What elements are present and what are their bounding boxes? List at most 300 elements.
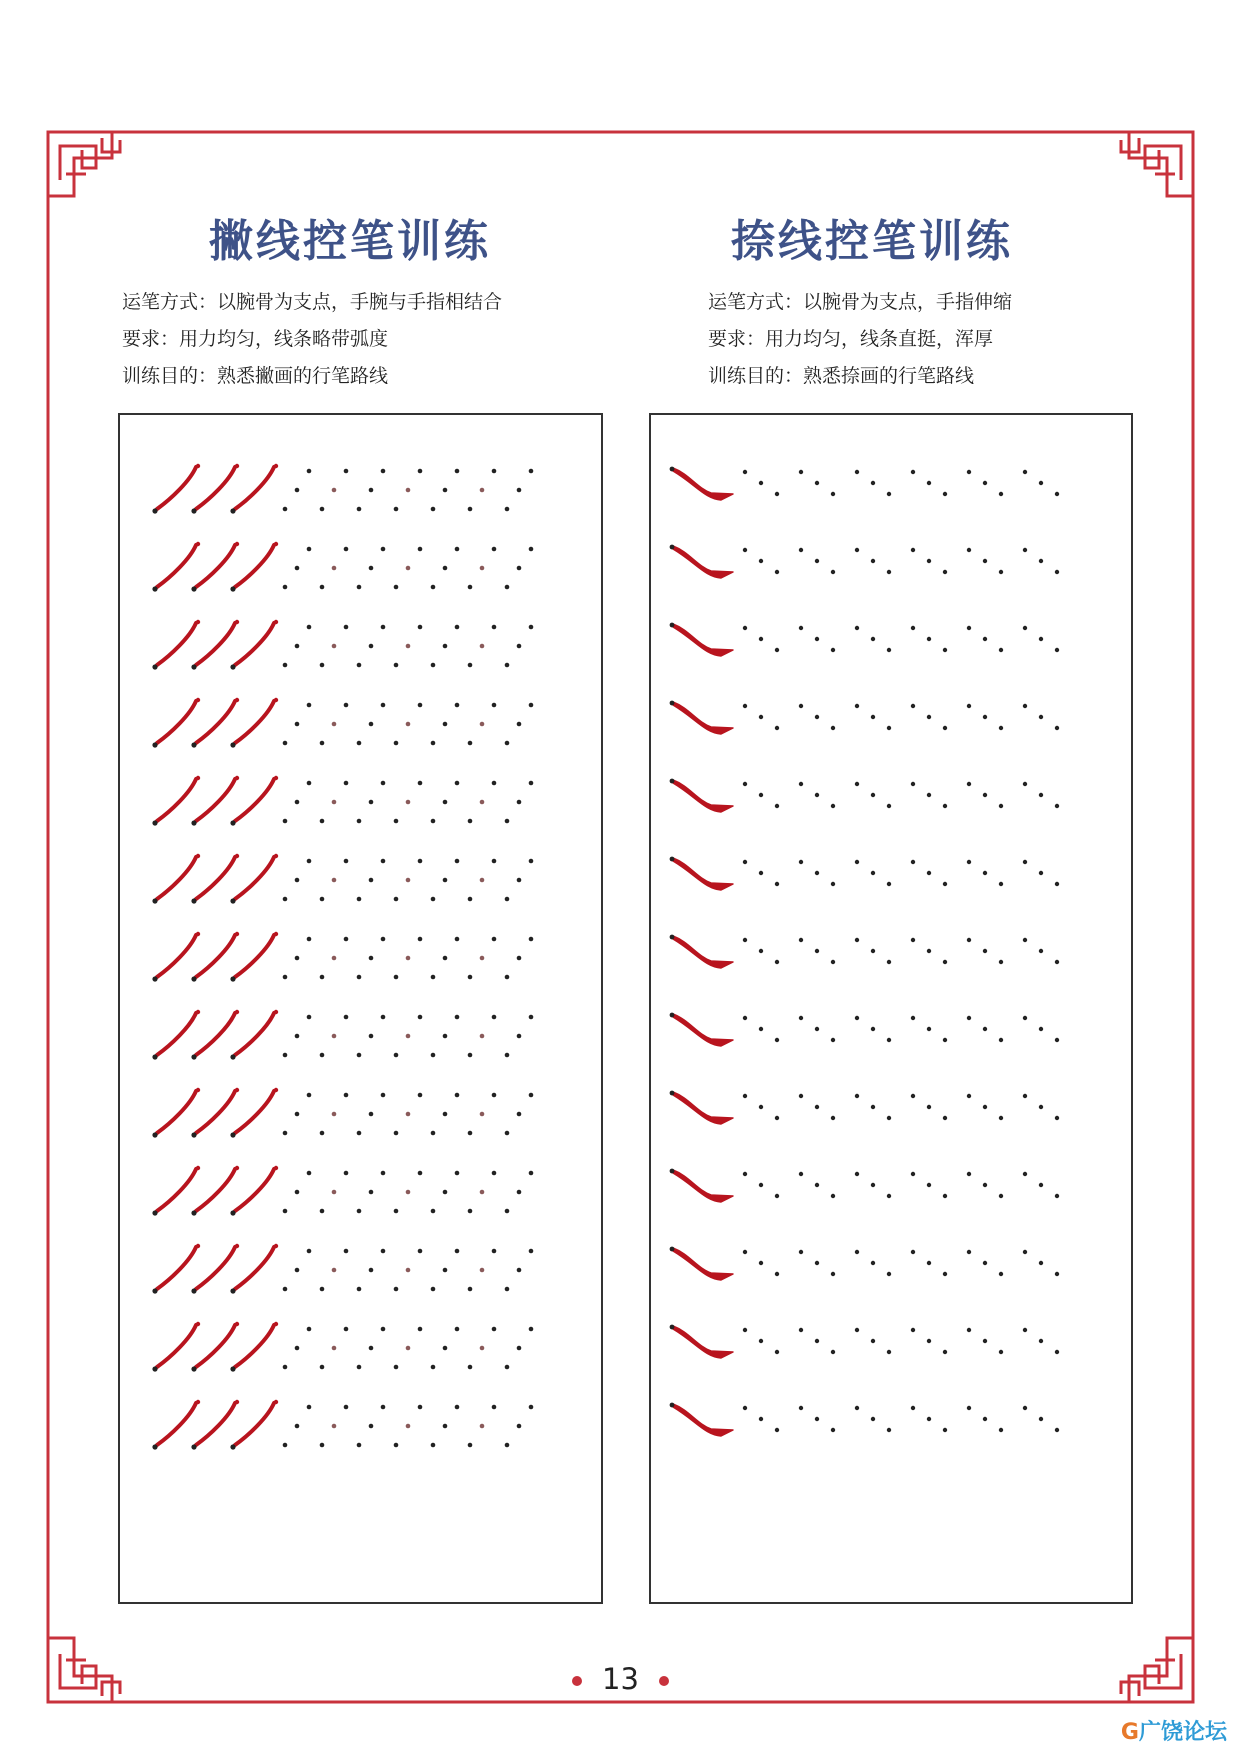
- tracing-dot: [406, 1034, 411, 1039]
- tracing-dot: [517, 488, 522, 493]
- tracing-dot: [855, 470, 859, 474]
- stroke-end-dot: [152, 1444, 157, 1449]
- tracing-dot: [529, 547, 534, 552]
- tracing-dot: [759, 559, 763, 563]
- tracing-dot: [799, 860, 803, 864]
- tracing-dot: [320, 741, 325, 746]
- tracing-dot: [1039, 559, 1043, 563]
- left-title: 撇线控笔训练: [209, 216, 491, 267]
- tracing-dot: [943, 1038, 947, 1042]
- tracing-dot: [887, 648, 891, 652]
- tracing-dot: [332, 722, 337, 727]
- tracing-dot: [743, 1016, 747, 1020]
- tracing-dot: [418, 625, 423, 630]
- tracing-dot: [455, 859, 460, 864]
- watermark-logo-icon: G: [1120, 1720, 1139, 1745]
- pie-stroke-example: [157, 935, 196, 977]
- tracing-dot: [307, 1327, 312, 1332]
- left-goal: 训练目的：熟悉撇画的行笔路线: [122, 365, 389, 387]
- pie-stroke-example: [235, 1403, 274, 1445]
- stroke-end-dot: [230, 1210, 235, 1215]
- tracing-dot: [967, 1094, 971, 1098]
- tracing-dot: [431, 975, 436, 980]
- tracing-dot: [759, 715, 763, 719]
- pie-stroke-example: [157, 857, 196, 899]
- tracing-dot: [1055, 1194, 1059, 1198]
- pie-stroke-example: [196, 857, 235, 899]
- tracing-dot: [943, 1350, 947, 1354]
- tracing-dot: [381, 1015, 386, 1020]
- tracing-dot: [759, 637, 763, 641]
- stroke-start-dot: [196, 932, 200, 936]
- tracing-dot: [283, 663, 288, 668]
- tracing-dot: [468, 585, 473, 590]
- tracing-dot: [332, 1112, 337, 1117]
- tracing-dot: [307, 1249, 312, 1254]
- na-stroke-example: [673, 1248, 733, 1280]
- tracing-dot: [967, 782, 971, 786]
- tracing-dot: [887, 570, 891, 574]
- tracing-dot: [431, 819, 436, 824]
- stroke-end-dot: [152, 664, 157, 669]
- tracing-dot: [1055, 1272, 1059, 1276]
- tracing-dot: [759, 1417, 763, 1421]
- tracing-dot: [855, 704, 859, 708]
- tracing-dot: [443, 1424, 448, 1429]
- pie-stroke-example: [235, 1325, 274, 1367]
- tracing-dot: [983, 793, 987, 797]
- tracing-dot: [307, 1093, 312, 1098]
- na-stroke-example: [673, 1092, 733, 1124]
- site-watermark: [1121, 1715, 1227, 1746]
- tracing-dot: [431, 1053, 436, 1058]
- tracing-dot: [480, 1034, 485, 1039]
- tracing-dot: [369, 800, 374, 805]
- tracing-dot: [369, 956, 374, 961]
- tracing-dot: [911, 548, 915, 552]
- tracing-dot: [307, 1171, 312, 1176]
- stroke-end-dot: [191, 898, 196, 903]
- tracing-dot: [775, 1194, 779, 1198]
- tracing-dot: [887, 1038, 891, 1042]
- tracing-dot: [369, 1190, 374, 1195]
- tracing-dot: [381, 1327, 386, 1332]
- tracing-dot: [295, 1190, 300, 1195]
- tracing-dot: [887, 1194, 891, 1198]
- tracing-dot: [332, 1190, 337, 1195]
- tracing-dot: [480, 1424, 485, 1429]
- tracing-dot: [759, 1339, 763, 1343]
- tracing-dot: [983, 1183, 987, 1187]
- tracing-dot: [999, 960, 1003, 964]
- tracing-dot: [307, 859, 312, 864]
- pie-stroke-example: [196, 701, 235, 743]
- stroke-start-dot: [274, 698, 278, 702]
- tracing-dot: [357, 585, 362, 590]
- tracing-dot: [871, 559, 875, 563]
- stroke-start-dot: [274, 1400, 278, 1404]
- tracing-dot: [505, 1443, 510, 1448]
- stroke-start-dot: [670, 1091, 675, 1096]
- tracing-dot: [871, 1027, 875, 1031]
- tracing-dot: [1039, 1339, 1043, 1343]
- stroke-end-dot: [191, 742, 196, 747]
- tracing-dot: [394, 585, 399, 590]
- tracing-dot: [517, 956, 522, 961]
- tracing-dot: [943, 648, 947, 652]
- tracing-dot: [943, 570, 947, 574]
- tracing-dot: [418, 1405, 423, 1410]
- tracing-dot: [911, 860, 915, 864]
- stroke-start-dot: [670, 545, 675, 550]
- stroke-start-dot: [235, 854, 239, 858]
- left-practice-panel: [118, 413, 603, 1604]
- pie-stroke-example: [235, 467, 274, 509]
- stroke-start-dot: [235, 1400, 239, 1404]
- tracing-dot: [332, 1346, 337, 1351]
- tracing-dot: [357, 1053, 362, 1058]
- tracing-dot: [406, 1268, 411, 1273]
- tracing-dot: [967, 1250, 971, 1254]
- tracing-dot: [283, 897, 288, 902]
- tracing-dot: [815, 637, 819, 641]
- tracing-dot: [443, 1346, 448, 1351]
- tracing-dot: [799, 1328, 803, 1332]
- tracing-dot: [517, 1346, 522, 1351]
- pie-stroke-example: [157, 623, 196, 665]
- watermark-text: 广饶论坛: [1138, 1720, 1227, 1745]
- tracing-dot: [775, 1116, 779, 1120]
- tracing-dot: [492, 469, 497, 474]
- tracing-dot: [394, 1053, 399, 1058]
- tracing-dot: [815, 1417, 819, 1421]
- tracing-dot: [1055, 492, 1059, 496]
- tracing-dot: [418, 1327, 423, 1332]
- tracing-dot: [1039, 637, 1043, 641]
- tracing-dot: [775, 1272, 779, 1276]
- tracing-dot: [775, 1428, 779, 1432]
- tracing-dot: [927, 793, 931, 797]
- page-number-text: 13: [602, 1662, 639, 1696]
- tracing-dot: [492, 781, 497, 786]
- tracing-dot: [320, 1365, 325, 1370]
- tracing-dot: [529, 703, 534, 708]
- tracing-dot: [887, 1428, 891, 1432]
- tracing-dot: [418, 547, 423, 552]
- tracing-dot: [815, 1183, 819, 1187]
- tracing-dot: [283, 819, 288, 824]
- tracing-dot: [1055, 570, 1059, 574]
- tracing-dot: [927, 1417, 931, 1421]
- tracing-dot: [743, 626, 747, 630]
- tracing-dot: [505, 663, 510, 668]
- tracing-dot: [344, 1093, 349, 1098]
- tracing-dot: [1023, 704, 1027, 708]
- tracing-dot: [1055, 1428, 1059, 1432]
- tracing-dot: [1023, 548, 1027, 552]
- stroke-start-dot: [274, 1088, 278, 1092]
- tracing-dot: [967, 938, 971, 942]
- tracing-dot: [1055, 804, 1059, 808]
- tracing-dot: [418, 937, 423, 942]
- pie-stroke-example: [196, 545, 235, 587]
- tracing-dot: [855, 1328, 859, 1332]
- stroke-end-dot: [230, 1444, 235, 1449]
- tracing-dot: [468, 507, 473, 512]
- tracing-dot: [443, 722, 448, 727]
- tracing-dot: [911, 1016, 915, 1020]
- tracing-dot: [344, 625, 349, 630]
- tracing-dot: [480, 800, 485, 805]
- tracing-dot: [999, 726, 1003, 730]
- tracing-dot: [1023, 1172, 1027, 1176]
- tracing-dot: [855, 1172, 859, 1176]
- stroke-start-dot: [670, 1169, 675, 1174]
- tracing-dot: [320, 897, 325, 902]
- tracing-dot: [517, 1112, 522, 1117]
- tracing-dot: [307, 625, 312, 630]
- tracing-dot: [394, 1131, 399, 1136]
- pie-stroke-example: [157, 701, 196, 743]
- tracing-dot: [406, 722, 411, 727]
- tracing-dot: [799, 1016, 803, 1020]
- tracing-dot: [1039, 1027, 1043, 1031]
- tracing-dot: [831, 804, 835, 808]
- stroke-start-dot: [274, 854, 278, 858]
- tracing-dot: [332, 1424, 337, 1429]
- tracing-dot: [743, 548, 747, 552]
- pie-stroke-example: [157, 1013, 196, 1055]
- tracing-dot: [455, 1171, 460, 1176]
- tracing-dot: [480, 488, 485, 493]
- tracing-dot: [943, 804, 947, 808]
- tracing-dot: [455, 1093, 460, 1098]
- stroke-start-dot: [235, 542, 239, 546]
- tracing-dot: [295, 722, 300, 727]
- tracing-dot: [480, 1268, 485, 1273]
- tracing-dot: [394, 663, 399, 668]
- pie-stroke-example: [196, 1169, 235, 1211]
- na-stroke-example: [673, 468, 733, 500]
- tracing-dot: [871, 793, 875, 797]
- tracing-dot: [871, 715, 875, 719]
- tracing-dot: [295, 644, 300, 649]
- pie-stroke-example: [235, 701, 274, 743]
- tracing-dot: [295, 1034, 300, 1039]
- tracing-dot: [344, 703, 349, 708]
- tracing-dot: [529, 1093, 534, 1098]
- tracing-dot: [492, 937, 497, 942]
- stroke-end-dot: [191, 1132, 196, 1137]
- tracing-dot: [283, 975, 288, 980]
- tracing-dot: [759, 793, 763, 797]
- tracing-dot: [967, 1406, 971, 1410]
- tracing-dot: [1055, 882, 1059, 886]
- tracing-dot: [855, 1250, 859, 1254]
- tracing-dot: [831, 1272, 835, 1276]
- tracing-dot: [1023, 1328, 1027, 1332]
- tracing-dot: [1055, 1038, 1059, 1042]
- tracing-dot: [983, 871, 987, 875]
- stroke-end-dot: [191, 820, 196, 825]
- frame-corner-top-right: [1113, 132, 1193, 212]
- tracing-dot: [381, 1093, 386, 1098]
- tracing-dot: [283, 507, 288, 512]
- tracing-dot: [815, 481, 819, 485]
- tracing-dot: [307, 937, 312, 942]
- na-stroke-example: [673, 780, 733, 812]
- tracing-dot: [1055, 1350, 1059, 1354]
- tracing-dot: [505, 1209, 510, 1214]
- tracing-dot: [418, 859, 423, 864]
- pie-stroke-example: [196, 1403, 235, 1445]
- stroke-end-dot: [152, 1366, 157, 1371]
- tracing-dot: [492, 547, 497, 552]
- tracing-dot: [468, 1209, 473, 1214]
- tracing-dot: [455, 1405, 460, 1410]
- na-stroke-example: [673, 1170, 733, 1202]
- stroke-start-dot: [196, 620, 200, 624]
- tracing-dot: [1023, 1250, 1027, 1254]
- stroke-end-dot: [230, 1366, 235, 1371]
- tracing-dot: [887, 882, 891, 886]
- tracing-dot: [799, 938, 803, 942]
- tracing-dot: [455, 781, 460, 786]
- stroke-end-dot: [152, 1288, 157, 1293]
- tracing-dot: [743, 470, 747, 474]
- stroke-start-dot: [196, 1400, 200, 1404]
- stroke-start-dot: [274, 1244, 278, 1248]
- tracing-dot: [831, 1194, 835, 1198]
- tracing-dot: [517, 1190, 522, 1195]
- tracing-dot: [344, 1405, 349, 1410]
- stroke-start-dot: [670, 467, 675, 472]
- tracing-dot: [406, 1190, 411, 1195]
- tracing-dot: [480, 644, 485, 649]
- tracing-dot: [871, 1183, 875, 1187]
- tracing-dot: [431, 1131, 436, 1136]
- tracing-dot: [855, 548, 859, 552]
- tracing-dot: [394, 897, 399, 902]
- tracing-dot: [431, 1365, 436, 1370]
- tracing-dot: [295, 956, 300, 961]
- tracing-dot: [320, 507, 325, 512]
- pie-stroke-example: [235, 779, 274, 821]
- tracing-dot: [431, 897, 436, 902]
- tracing-dot: [480, 1346, 485, 1351]
- stroke-end-dot: [230, 742, 235, 747]
- tracing-dot: [759, 1105, 763, 1109]
- tracing-dot: [492, 1327, 497, 1332]
- tracing-dot: [418, 781, 423, 786]
- tracing-dot: [743, 782, 747, 786]
- tracing-dot: [815, 871, 819, 875]
- stroke-end-dot: [230, 1288, 235, 1293]
- tracing-dot: [759, 1027, 763, 1031]
- tracing-dot: [394, 507, 399, 512]
- stroke-end-dot: [230, 976, 235, 981]
- tracing-dot: [357, 741, 362, 746]
- tracing-dot: [943, 960, 947, 964]
- stroke-end-dot: [152, 1054, 157, 1059]
- tracing-dot: [283, 1209, 288, 1214]
- tracing-dot: [831, 960, 835, 964]
- stroke-start-dot: [196, 1322, 200, 1326]
- tracing-dot: [1023, 938, 1027, 942]
- tracing-dot: [283, 1287, 288, 1292]
- tracing-dot: [911, 1328, 915, 1332]
- tracing-dot: [443, 644, 448, 649]
- tracing-dot: [468, 1443, 473, 1448]
- stroke-start-dot: [235, 776, 239, 780]
- tracing-dot: [967, 1016, 971, 1020]
- tracing-dot: [443, 800, 448, 805]
- tracing-dot: [344, 469, 349, 474]
- stroke-start-dot: [670, 1247, 675, 1252]
- tracing-dot: [983, 1339, 987, 1343]
- na-practice-grid: [651, 415, 1131, 1602]
- tracing-dot: [967, 860, 971, 864]
- tracing-dot: [357, 897, 362, 902]
- tracing-dot: [505, 507, 510, 512]
- tracing-dot: [831, 1038, 835, 1042]
- tracing-dot: [967, 470, 971, 474]
- stroke-start-dot: [235, 464, 239, 468]
- tracing-dot: [394, 1365, 399, 1370]
- tracing-dot: [369, 1346, 374, 1351]
- stroke-end-dot: [152, 976, 157, 981]
- pie-stroke-example: [235, 935, 274, 977]
- tracing-dot: [1023, 782, 1027, 786]
- tracing-dot: [943, 1116, 947, 1120]
- tracing-dot: [394, 1287, 399, 1292]
- stroke-end-dot: [230, 508, 235, 513]
- tracing-dot: [743, 704, 747, 708]
- tracing-dot: [492, 1171, 497, 1176]
- tracing-dot: [283, 1443, 288, 1448]
- tracing-dot: [480, 566, 485, 571]
- pie-stroke-example: [196, 623, 235, 665]
- tracing-dot: [999, 648, 1003, 652]
- tracing-dot: [815, 559, 819, 563]
- tracing-dot: [418, 1171, 423, 1176]
- tracing-dot: [927, 715, 931, 719]
- pie-stroke-example: [157, 467, 196, 509]
- tracing-dot: [295, 878, 300, 883]
- stroke-start-dot: [274, 932, 278, 936]
- tracing-dot: [999, 882, 1003, 886]
- tracing-dot: [492, 1249, 497, 1254]
- stroke-start-dot: [235, 1088, 239, 1092]
- tracing-dot: [983, 637, 987, 641]
- stroke-end-dot: [191, 508, 196, 513]
- tracing-dot: [283, 585, 288, 590]
- tracing-dot: [344, 1171, 349, 1176]
- tracing-dot: [1039, 481, 1043, 485]
- right-goal: 训练目的：熟悉捺画的行笔路线: [708, 365, 975, 387]
- na-stroke-example: [673, 1014, 733, 1046]
- tracing-dot: [911, 470, 915, 474]
- tracing-dot: [911, 626, 915, 630]
- tracing-dot: [831, 1428, 835, 1432]
- tracing-dot: [517, 1424, 522, 1429]
- tracing-dot: [406, 1424, 411, 1429]
- tracing-dot: [443, 488, 448, 493]
- tracing-dot: [468, 819, 473, 824]
- tracing-dot: [855, 1016, 859, 1020]
- tracing-dot: [357, 1287, 362, 1292]
- tracing-dot: [443, 878, 448, 883]
